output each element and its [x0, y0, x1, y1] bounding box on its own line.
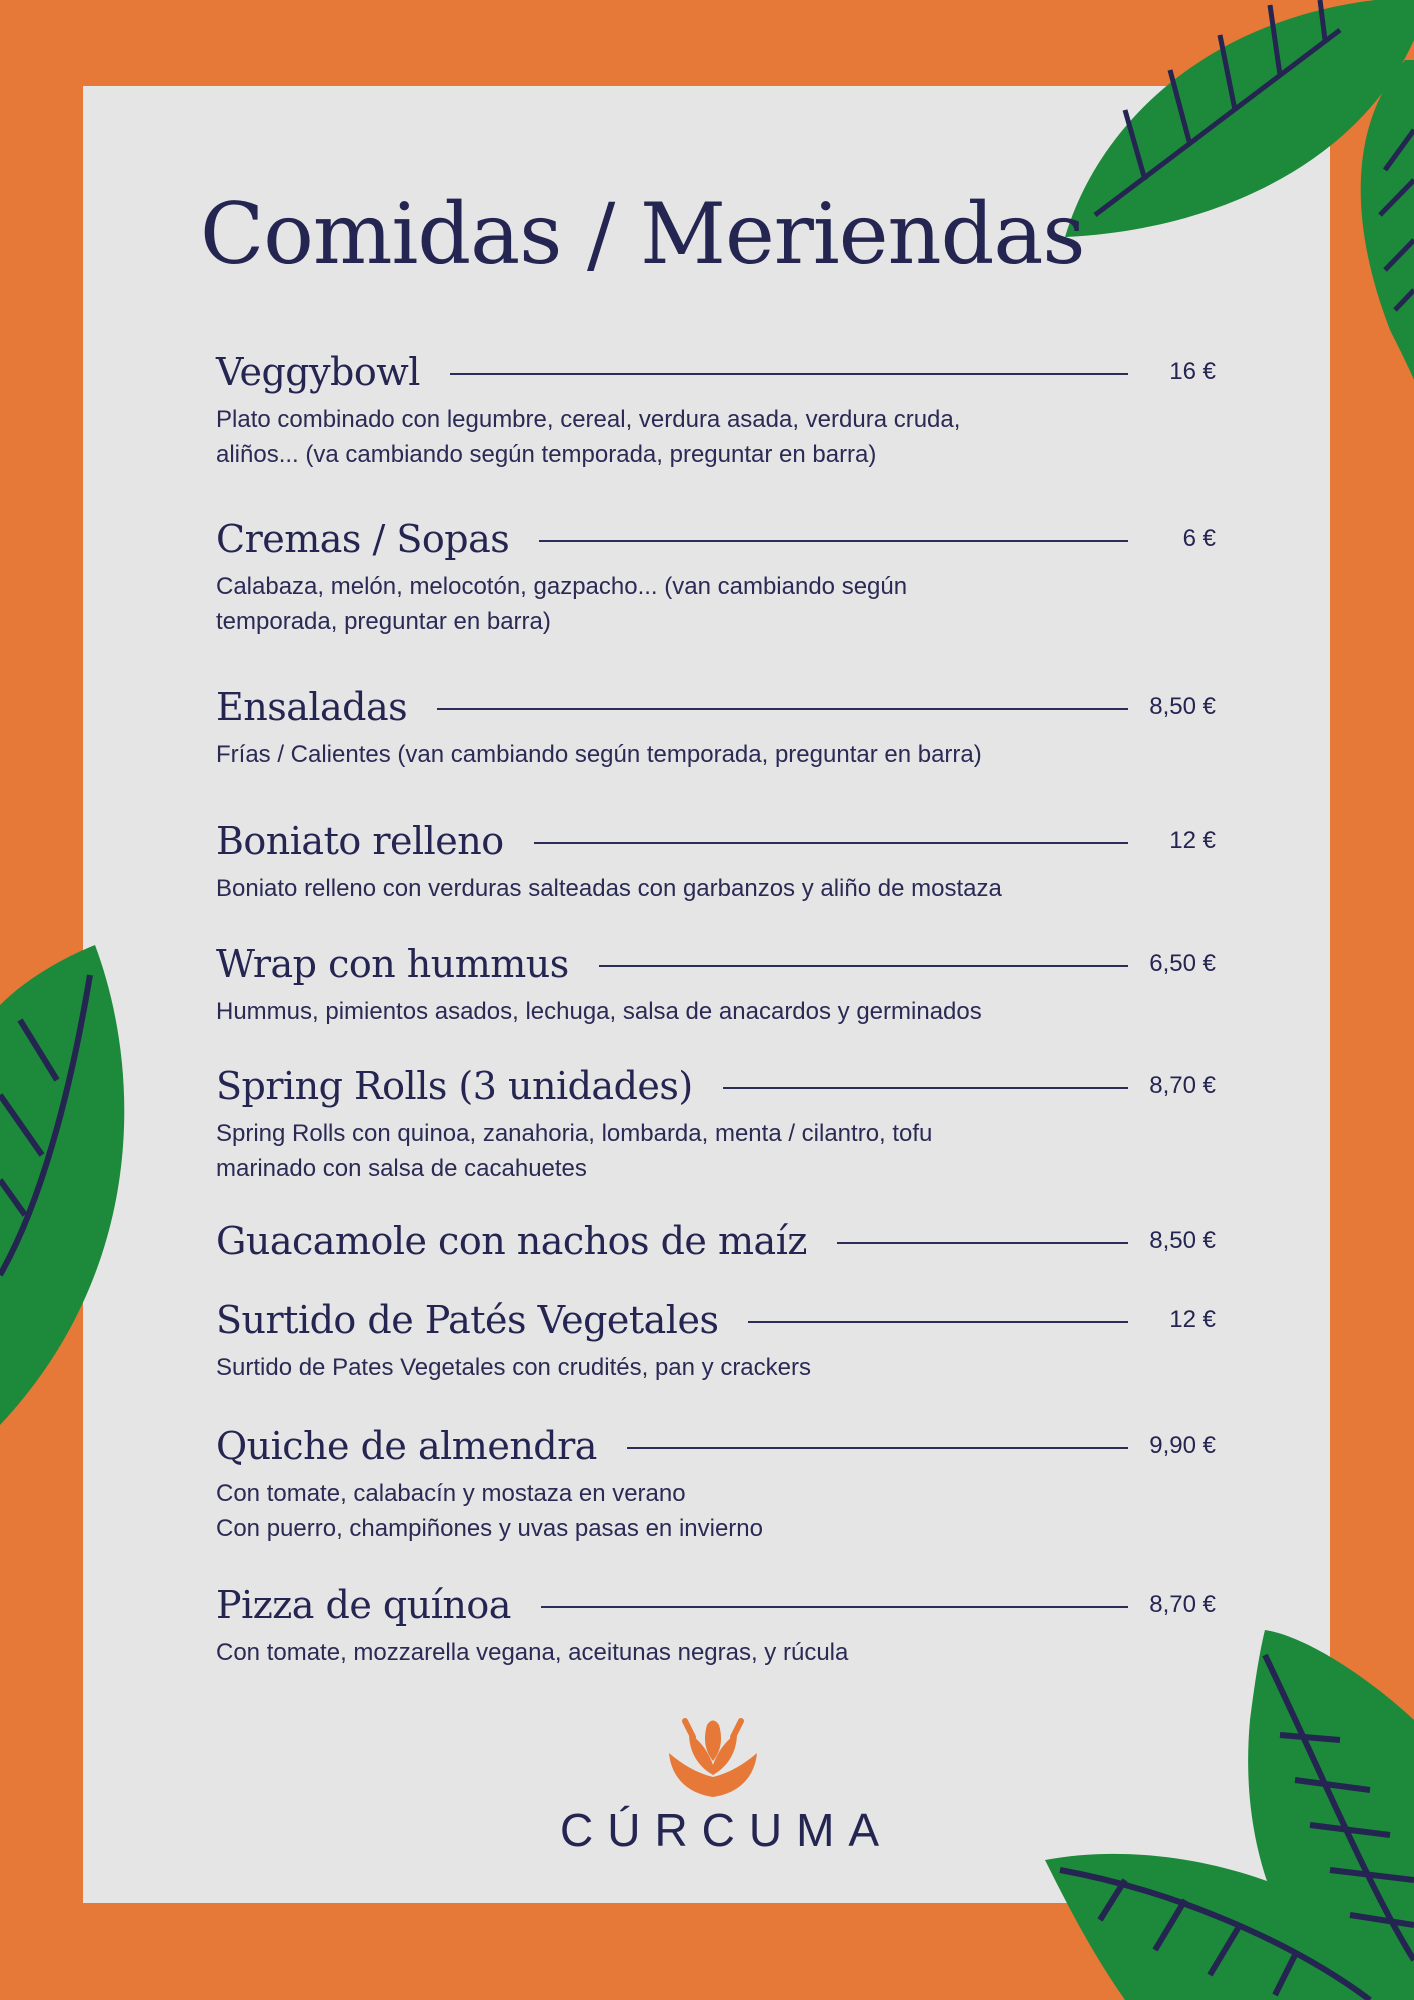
leader-line [723, 1087, 1128, 1089]
leader-line [748, 1321, 1128, 1323]
description-line: Plato combinado con legumbre, cereal, verdura asada, verdura cruda, [216, 406, 961, 433]
menu-item-description [216, 994, 1216, 1029]
description-line: Con puerro, champiñones y uvas pasas en invierno [216, 1515, 763, 1542]
leader-line [627, 1447, 1128, 1449]
description-line: marinado con salsa de cacahuetes [216, 1155, 587, 1182]
menu-item-price: 16 € [1169, 358, 1216, 385]
menu-item-name: Cremas / Sopas [216, 517, 510, 561]
menu-item-name: Quiche de almendra [216, 1424, 597, 1468]
menu-item-price: 8,70 € [1149, 1591, 1216, 1618]
leader-line [539, 540, 1128, 542]
menu-item-header [216, 683, 1216, 731]
menu-item-price: 8,50 € [1149, 693, 1216, 720]
menu-item-price: 8,50 € [1149, 1227, 1216, 1254]
leader-line [837, 1242, 1128, 1244]
menu-item-description [216, 1635, 1216, 1670]
description-line: Con tomate, mozzarella vegana, aceitunas negras, y rúcula [216, 1639, 849, 1666]
menu-item-price: 12 € [1169, 827, 1216, 854]
curcuma-logo [560, 1715, 894, 1856]
menu-item [216, 1422, 1216, 1546]
leader-line [541, 1606, 1128, 1608]
menu-item-header [216, 1296, 1216, 1344]
leader-line [599, 965, 1128, 967]
menu-item [216, 1062, 1216, 1186]
menu-item [216, 683, 1216, 772]
menu-item-header [216, 515, 1216, 563]
menu-item-price: 12 € [1169, 1306, 1216, 1333]
description-line: Boniato relleno con verduras salteadas con garbanzos y aliño de mostaza [216, 875, 1002, 902]
menu-item-description [216, 569, 1216, 639]
menu-item-header [216, 1422, 1216, 1470]
menu-item-name: Ensaladas [216, 685, 408, 729]
menu-item-header [216, 1217, 1216, 1265]
description-line: Calabaza, melón, melocotón, gazpacho... (van cambiando según [216, 573, 908, 600]
menu-item-name: Wrap con hummus [216, 942, 569, 986]
menu-item-header [216, 817, 1216, 865]
menu-item [216, 940, 1216, 1029]
description-line: Frías / Calientes (van cambiando según temporada, preguntar en barra) [216, 741, 982, 768]
menu-item-description [216, 1350, 1216, 1385]
description-line: Spring Rolls con quinoa, zanahoria, lombarda, menta / cilantro, tofu [216, 1120, 933, 1147]
menu-item-name: Guacamole con nachos de maíz [216, 1219, 807, 1263]
menu-item [216, 817, 1216, 906]
menu-item-price: 9,90 € [1149, 1432, 1216, 1459]
menu-item [216, 515, 1216, 639]
menu-item [216, 1217, 1216, 1265]
menu-item-header [216, 1062, 1216, 1110]
leader-line [450, 373, 1128, 375]
menu-item-price: 8,70 € [1149, 1072, 1216, 1099]
menu-item [216, 1581, 1216, 1670]
description-line: temporada, preguntar en barra) [216, 608, 551, 635]
description-line: Con tomate, calabacín y mostaza en verano [216, 1480, 686, 1507]
menu-item-header [216, 348, 1216, 396]
menu-item-price: 6,50 € [1149, 950, 1216, 977]
menu-item-description [216, 1116, 1216, 1186]
menu-item-description [216, 402, 1216, 472]
menu-item-name: Pizza de quínoa [216, 1583, 511, 1627]
menu-item [216, 1296, 1216, 1385]
menu-item-header [216, 1581, 1216, 1629]
menu-item-description [216, 1476, 1216, 1546]
brand-name: CÚRCUMA [560, 1804, 894, 1856]
description-line: Hummus, pimientos asados, lechuga, salsa de anacardos y germinados [216, 998, 982, 1025]
menu-item-name: Spring Rolls (3 unidades) [216, 1064, 693, 1108]
menu-item-price: 6 € [1182, 525, 1216, 552]
leader-line [534, 842, 1128, 844]
page-title: Comidas / Meriendas [200, 185, 1085, 283]
menu-item-description [216, 871, 1216, 906]
menu-item-header [216, 940, 1216, 988]
description-line: Surtido de Pates Vegetales con crudités, pan y crackers [216, 1354, 811, 1381]
menu-item-name: Surtido de Patés Vegetales [216, 1298, 719, 1342]
menu-item [216, 348, 1216, 472]
leader-line [437, 708, 1128, 710]
description-line: aliños... (va cambiando según temporada, preguntar en barra) [216, 441, 877, 468]
leaf-bottom-right-icon [1040, 1630, 1414, 2000]
leaf-top-right-icon [1040, 0, 1414, 400]
menu-item-description [216, 737, 1216, 772]
leaf-left-icon [0, 945, 140, 1425]
menu-item-name: Boniato relleno [216, 819, 504, 863]
menu-item-name: Veggybowl [216, 350, 420, 394]
turmeric-flower-icon [665, 1715, 761, 1799]
